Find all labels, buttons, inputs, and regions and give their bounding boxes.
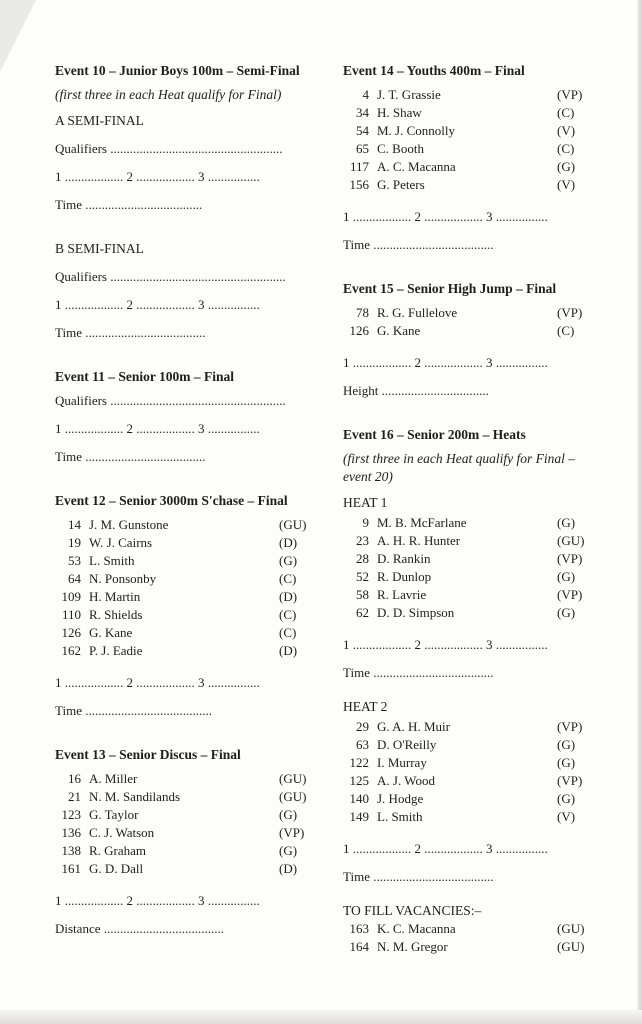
entry-number: 136 [61,825,81,840]
event-title: Event 10 – Junior Boys 100m – Semi-Final [55,63,300,78]
entry-number: 21 [68,789,81,804]
list-item [343,550,591,568]
left-column [55,62,317,948]
entry-number: 19 [68,535,81,550]
entry-list [55,770,317,878]
entry-name: G. Taylor [89,807,139,822]
qualifiers-line: Qualifiers ...................................................... [55,393,286,408]
list-item [55,534,317,552]
list-item [343,772,591,790]
list-item [55,842,317,860]
entry-number: 78 [356,305,369,320]
entry-number: 64 [68,571,81,586]
entry-name: A. C. Macanna [377,159,456,174]
entry-club: (VP) [557,773,583,788]
entry-name: R. Lavrie [377,587,427,602]
event-title: Event 12 – Senior 3000m S'chase – Final [55,493,288,508]
list-item [343,322,591,340]
event-10 [55,62,317,342]
entry-name: I. Murray [377,755,427,770]
list-item [343,514,591,532]
entry-name: A. Miller [89,771,138,786]
entry-name: J. T. Grassie [377,87,441,102]
list-item [55,824,317,842]
entry-name: N. M. Gregor [377,939,448,954]
time-line: Time ..................................... [343,665,494,680]
list-item [343,718,591,736]
entry-number: 156 [349,177,369,192]
entry-name: N. Ponsonby [89,571,157,586]
heat-1-label: HEAT 1 [343,495,388,510]
list-item [55,770,317,788]
places-line: 1 .................. 2 .................. 3 ................ [55,169,260,184]
event-title: Event 14 – Youths 400m – Final [343,63,525,78]
time-line: Time ..................................... [343,237,494,252]
places-line: 1 .................. 2 .................. 3 ................ [343,637,548,652]
entry-club: (GU) [557,533,585,548]
entry-name: J. M. Gunstone [89,517,169,532]
entry-number: 149 [349,809,369,824]
entry-name: C. J. Watson [89,825,155,840]
entry-name: H. Shaw [377,105,422,120]
entry-club: (GU) [557,939,585,954]
time-line: Time ....................................... [55,703,212,718]
entry-club: (G) [557,515,576,530]
list-item [343,808,591,826]
right-column [343,62,591,970]
entry-number: 14 [68,517,81,532]
entry-number: 109 [61,589,81,604]
entry-club: (G) [557,159,576,174]
entry-name: G. Kane [89,625,133,640]
list-item [343,586,591,604]
entry-club: (VP) [557,587,583,602]
entry-number: 122 [349,755,369,770]
time-line: Time ..................................... [55,325,206,340]
entry-number: 53 [68,553,81,568]
entry-number: 34 [356,105,369,120]
qualifiers-line: Qualifiers ...................................................... [55,269,286,284]
entry-number: 29 [356,719,369,734]
entry-name: P. J. Eadie [89,643,143,658]
list-item [55,642,317,660]
entry-club: (G) [279,807,298,822]
entry-name: D. O'Reilly [377,737,437,752]
entry-club: (VP) [557,551,583,566]
entry-number: 117 [349,159,369,174]
entry-name: D. D. Simpson [377,605,455,620]
entry-club: (C) [279,625,297,640]
event-title: Event 11 – Senior 100m – Final [55,369,235,384]
list-item [343,104,591,122]
page-bottom-edge [0,1010,642,1024]
event-note: (first three in each Heat qualify for Final) [55,87,282,102]
entry-number: 126 [349,323,369,338]
entry-name: M. J. Connolly [377,123,456,138]
folded-corner [0,0,36,72]
event-15 [343,280,591,400]
time-line: Time ..................................... [343,869,494,884]
entry-club: (G) [557,755,576,770]
entry-list [343,304,591,340]
entry-name: K. C. Macanna [377,921,456,936]
entry-club: (VP) [557,87,583,102]
places-line: 1 .................. 2 .................. 3 ................ [343,209,548,224]
entry-name: G. A. H. Muir [377,719,450,734]
entry-number: 161 [61,861,81,876]
list-item [343,938,591,956]
entry-number: 58 [356,587,369,602]
entry-name: C. Booth [377,141,424,156]
vacancies-label: TO FILL VACANCIES:– [343,903,482,918]
list-item [343,122,591,140]
entry-number: 9 [362,515,369,530]
entry-list [343,86,591,194]
entry-club: (G) [557,605,576,620]
entry-number: 140 [349,791,369,806]
places-line: 1 .................. 2 .................. 3 ................ [343,355,548,370]
entry-list [55,516,317,660]
time-line: Time ..................................... [55,449,206,464]
list-item [343,920,591,938]
event-13 [55,746,317,938]
event-title: Event 13 – Senior Discus – Final [55,747,241,762]
entry-club: (VP) [279,825,305,840]
list-item [343,568,591,586]
entry-club: (GU) [279,771,307,786]
list-item [343,532,591,550]
entry-number: 123 [61,807,81,822]
entry-name: L. Smith [377,809,423,824]
entry-number: 162 [61,643,81,658]
entry-number: 23 [356,533,369,548]
semi-final-b-label: B SEMI-FINAL [55,241,144,256]
page-edge [637,0,642,1024]
entry-number: 28 [356,551,369,566]
semi-final-a-label: A SEMI-FINAL [55,113,144,128]
list-item [55,806,317,824]
places-line: 1 .................. 2 .................. 3 ................ [55,893,260,908]
entry-number: 126 [61,625,81,640]
list-item [343,86,591,104]
list-item [343,140,591,158]
entry-name: R. Dunlop [377,569,432,584]
entry-name: D. Rankin [377,551,431,566]
entry-club: (C) [557,105,575,120]
places-line: 1 .................. 2 .................. 3 ................ [55,421,260,436]
event-11 [55,368,317,466]
height-line: Height ................................. [343,383,489,398]
entry-name: G. Peters [377,177,425,192]
entry-club: (D) [279,535,298,550]
entry-name: M. B. McFarlane [377,515,467,530]
event-note: (first three in each Heat qualify for Final – event 20) [343,451,575,484]
places-line: 1 .................. 2 .................. 3 ................ [343,841,548,856]
entry-name: L. Smith [89,553,135,568]
entry-club: (G) [557,569,576,584]
entry-name: W. J. Cairns [89,535,153,550]
entry-number: 52 [356,569,369,584]
list-item [343,790,591,808]
entry-name: R. G. Fullelove [377,305,458,320]
qualifiers-line: Qualifiers ..................................................... [55,141,283,156]
entry-club: (D) [279,861,298,876]
entry-name: A. H. R. Hunter [377,533,461,548]
entry-number: 4 [362,87,369,102]
list-item [55,552,317,570]
list-item [343,736,591,754]
entry-number: 110 [61,607,81,622]
list-item [55,606,317,624]
list-item [55,588,317,606]
list-item [55,624,317,642]
entry-club: (C) [557,323,575,338]
entry-club: (C) [279,571,297,586]
entry-club: (C) [279,607,297,622]
entry-name: G. Kane [377,323,421,338]
entry-number: 62 [356,605,369,620]
list-item [55,516,317,534]
list-item [343,304,591,322]
entry-club: (D) [279,589,298,604]
entry-club: (VP) [557,305,583,320]
entry-club: (V) [557,123,576,138]
event-16 [343,426,591,886]
event-14 [343,62,591,254]
entry-club: (D) [279,643,298,658]
entry-name: H. Martin [89,589,141,604]
entry-club: (GU) [557,921,585,936]
time-line: Time .................................... [55,197,203,212]
entry-club: (G) [557,791,576,806]
entry-club: (G) [279,553,298,568]
vacancies [343,902,591,956]
list-item [55,788,317,806]
list-item [343,176,591,194]
entry-list [343,920,591,956]
entry-name: A. J. Wood [377,773,435,788]
entry-club: (C) [557,141,575,156]
distance-line: Distance ..................................... [55,921,224,936]
entry-club: (V) [557,177,576,192]
heat-2-label: HEAT 2 [343,699,388,714]
list-item [343,604,591,622]
entry-club: (GU) [279,789,307,804]
entry-list [343,718,591,826]
list-item [55,570,317,588]
event-title: Event 16 – Senior 200m – Heats [343,427,526,442]
entry-name: R. Shields [89,607,143,622]
entry-club: (V) [557,809,576,824]
entry-number: 164 [349,939,369,954]
entry-number: 163 [349,921,369,936]
places-line: 1 .................. 2 .................. 3 ................ [55,675,260,690]
entry-number: 16 [68,771,81,786]
places-line: 1 .................. 2 .................. 3 ................ [55,297,260,312]
entry-club: (GU) [279,517,307,532]
entry-club: (VP) [557,719,583,734]
entry-number: 54 [356,123,369,138]
list-item [343,754,591,772]
entry-name: R. Graham [89,843,147,858]
entry-number: 125 [349,773,369,788]
entry-name: G. D. Dall [89,861,144,876]
event-12 [55,492,317,720]
entry-name: J. Hodge [377,791,424,806]
entry-club: (G) [279,843,298,858]
entry-club: (G) [557,737,576,752]
entry-list [343,514,591,622]
entry-number: 138 [61,843,81,858]
event-title: Event 15 – Senior High Jump – Final [343,281,557,296]
entry-name: N. M. Sandilands [89,789,180,804]
list-item [55,860,317,878]
list-item [343,158,591,176]
entry-number: 65 [356,141,369,156]
entry-number: 63 [356,737,369,752]
